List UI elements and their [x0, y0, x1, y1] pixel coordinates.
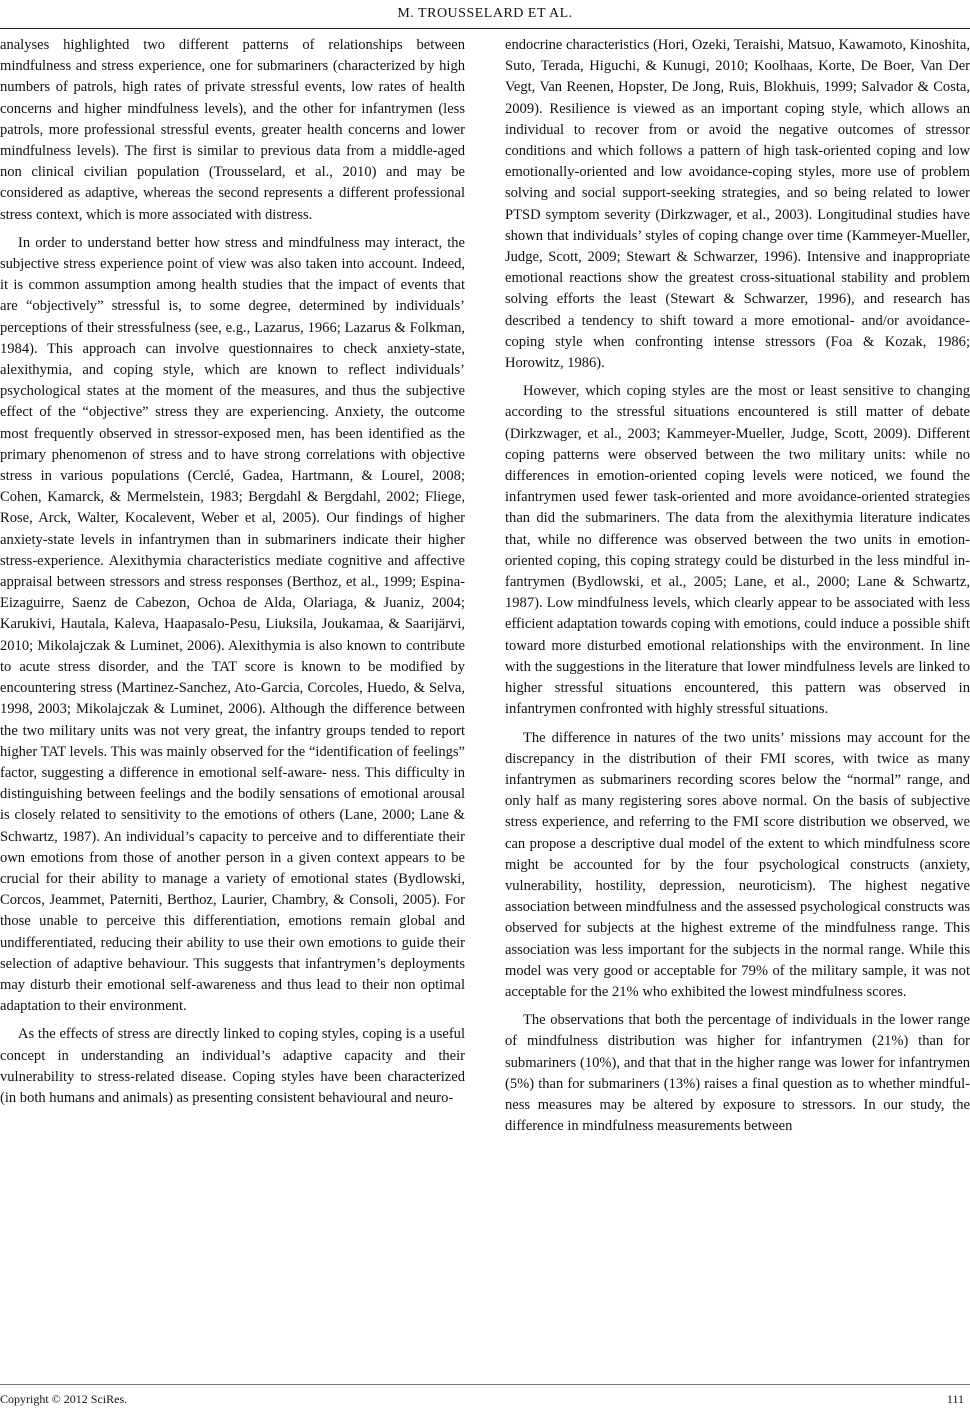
- paragraph: As the effects of stress are directly linked to coping styles, coping is a useful concept in understanding an individual’s adaptive capacity and their vulnerability to stress-related disease. Coping styles have been characterized (in both humans and animals) as presenting consistent behavioural and neuro-: [0, 1026, 465, 1106]
- paragraph: endocrine characteristics (Hori, Ozeki, Teraishi, Matsuo, Kawamoto, Kinoshita, Suto, Terada, Higuchi, & Kunugi, 2010; Koolhaas, Korte, De Boer, Van Der Vegt, Van Reenen, Hopster, De Jong, Ruis, Blokhuis, 1999; Salvador & Costa, 2009). Resilience is viewed as an important coping style, which allows an individual to recover from or avoid the negative outcomes of stressor conditions and which follows a pattern of high task-oriented coping and low emotionally-oriented and low avoidance-coping styles, more use of problem solving and social support-seeking strategies, and so being related to lower PTSD symptom severity (Dirkzwager, et al., 2003). Longitudinal studies have shown that individuals’ styles of coping change over time (Kammeyer-Mueller, Judge, Scott, 2009; Stewart & Schwarzer, 1996). Intensive and inappropriate emotional reactions show the greatest cross-situational stability and problem solving efforts the least (Stewart & Schwarzer, 1996), and research has described a tendency to shift toward a more emotional- and/or avoidance-coping style when confronting intense stressors (Foa & Kozak, 1986; Horowitz, 1986).: [505, 37, 970, 372]
- page-number: 111: [946, 1392, 964, 1406]
- paragraph: However, which coping styles are the most or least sensitive to changing according to the stressful situations encountered is still matter of debate (Dirkzwager, et al., 2003; Kammeyer-Mueller, Judge, Scott, 2009). Different coping patterns were observed between the two military units: while no differences in emotion-oriented coping levels were noticed, we found the infantrymen used fewer task-oriented and more avoidance-oriented strategies than did the submariners. The data from the alexithymia literature indicates that, while no difference was observed between the two units in emotion-oriented coping, this coping strategy could be disturbed in the less mindful infantrymen (Bydlowski, et al., 2005; Lane, et al., 2000; Lane & Schwartz, 1987). Low mindfulness levels, which clearly appear to be associated with less efficient adaptation towards coping with emotions, could induce a possible shift toward more disturbed emotional relationships with the environment. In line with the suggestions in the literature that lower mindfulness levels are linked to higher stressful situations encountered, this pattern was observed in infantrymen confronted with highly stressful situations.: [505, 383, 970, 718]
- copyright-notice: Copyright © 2012 SciRes.: [0, 1392, 128, 1406]
- paragraph: analyses highlighted two different patterns of relationships between mindfulness and stress experience, one for submariners (characterized by high numbers of patrols, high rates of private stressful events, low rates of health concerns and higher mindfulness levels), and the other for infantrymen (less patrols, more professional stressful events, greater health concerns and lower mindfulness levels). The first is similar to previous data from a middle-aged non clinical civilian population (Trousselard, et al., 2010) and may be considered as adaptive, whereas the second represents a different professional stress context, which is more associated with distress.: [0, 37, 465, 223]
- running-header: M. TROUSSELARD ET AL.: [397, 6, 573, 21]
- right-column: [505, 35, 970, 1144]
- paragraph: In order to understand better how stress and mindfulness may interact, the subjective stress experience point of view was also taken into account. Indeed, it is common assumption among health studies that the impact of events that are “objectively” stressful is, to some degree, determined by individuals’ perceptions of their stressfulness (see, e.g., Lazarus, 1966; Lazarus & Folkman, 1984). This approach can involve questionnaires to check anxiety-state, alexithymia, and coping style, which are known to reflect individuals’ psychological states at the moment of the measures, and thus the subjective effect of the “objective” stress they are experiencing. Anxiety, the outcome most frequently observed in stressor-exposed men, has been identified as the primary phenomenon of stress and to have strong correlations with objective stress in various populations (Cerclé, Gadea, Hartmann, & Lourel, 2008; Cohen, Kamarck, & Mermelstein, 1983; Bergdahl & Bergdahl, 2002; Fliege, Rose, Arck, Walter, Kocalevent, Weber et al, 2005). Our findings of higher anxiety-state levels in infantrymen than in submariners indicate their higher stress-experience. Alexithymia characteristics mediate cognitive and affective appraisal between stressors and stress responses (Berthoz, et al., 1999; Espina-Eizaguirre, Saenz de Cabezon, Ochoa de Alda, Olariaga, & Juaniz, 2004; Karukivi, Hautala, Kaleva, Haapasalo-Pesu, Liuksila, Joukamaa, & Saarijärvi, 2010; Mikolajczak & Luminet, 2006). Alexithymia is also known to contribute to acute stress disorder, and the TAT score is known to be modified by encountering stress (Martinez-Sanchez, Ato-Garcia, Corcoles, Huedo, & Selva, 1998, 2003; Mikolajczak & Luminet, 2006). Although the difference between the two military units was not very great, the infantry groups tended to report higher TAT levels. This was mainly observed for the “identification of feelings” factor, suggesting a difference in emotional self-aware- ness. This difficulty in distinguishing between feelings and the bodily sensations of emotional arousal is closely related to sensitivity to the emotions of others (Lane, 2000; Lane & Schwartz, 1987). An individual’s capacity to perceive and to differentiate their own emotions from those of another person in a given context appears to be crucial for their ability to manage a variety of emotional states (Bydlowski, Corcos, Jeammet, Paterniti, Berthoz, Laurier, Chambry, & Consoli, 2005). For those unable to perceive this differentiation, emotions remain global and undifferentiated, reducing their ability to use their own emotions to guide their selection of adaptive behaviour. This suggests that infantrymen’s deployments may disturb their emotional self-awareness and thus lead to their non optimal adaptation to their environment.: [0, 234, 465, 1015]
- paragraph: The observations that both the percentage of individuals in the lower range of mindfulness distribution was higher for infantrymen (21%) than for submariners (10%), and that that in the higher range was lower for infantrymen (5%) than for submariners (13%) raises a final question as to whether mindfulness measures may be altered by exposure to stressors. In our study, the difference in mindfulness measurements between: [505, 1012, 970, 1135]
- footer-divider: [0, 1384, 970, 1385]
- header-divider: [0, 28, 970, 29]
- paragraph: The difference in natures of the two units’ missions may account for the discrepancy in the distribution of their FMI scores, with twice as many infantrymen as submariners recording scores below the “normal” range, and only half as many registering sores above normal. On the basis of subjective stress experience, and referring to the FMI score distribution we observed, we can propose a descriptive dual model of the extent to which mindfulness score might be accounted for by the four psychological constructs (anxiety, vulnerability, hostility, depression, neuroticism). The highest negative association between mindfulness and the assessed psychological constructs was observed for subjects at the highest extreme of the mindfulness range. This association was less important for the subjects in the normal range. While this model was very good or acceptable for 79% of the military sample, it was not acceptable for the 21% who exhibited the lowest mindfulness scores.: [505, 729, 970, 1000]
- left-column: [0, 35, 465, 1116]
